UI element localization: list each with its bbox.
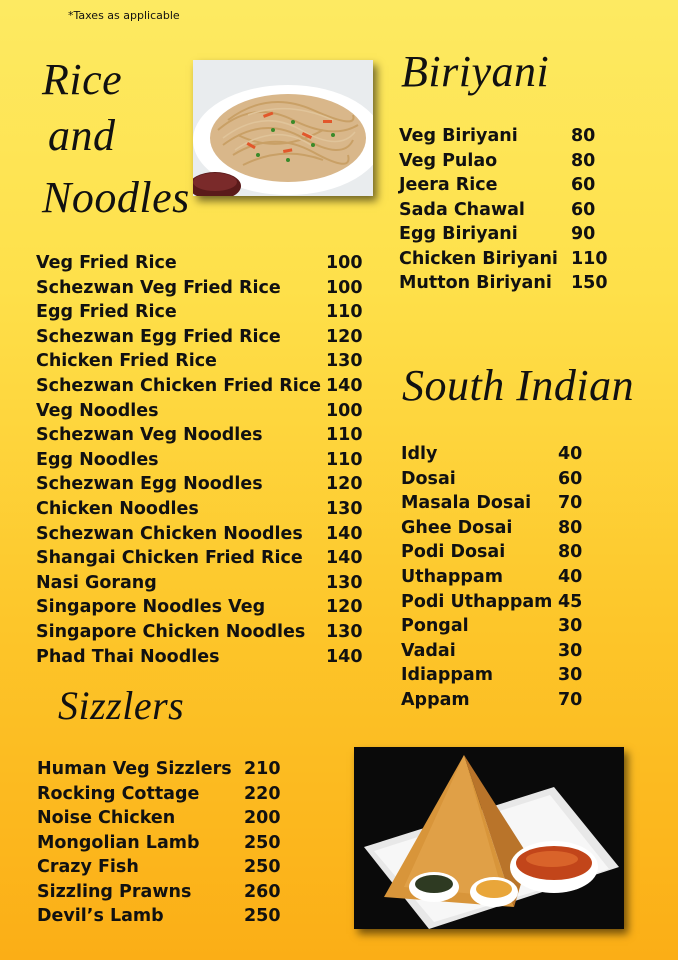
menu-item-name: Chicken Fried Rice [36,351,217,372]
menu-item-price: 60 [571,199,596,220]
menu-item-name: Shangai Chicken Fried Rice [36,548,303,569]
menu-item-name: Devil’s Lamb [37,906,164,926]
biriyani-heading: Biriyani [401,47,550,96]
menu-item-price: 250 [244,906,281,926]
menu-item-price: 80 [558,517,583,538]
noodles-photo [193,60,373,196]
dosa-image [354,747,624,929]
menu-item-name: Veg Fried Rice [36,253,177,273]
menu-item-price: 120 [326,597,363,618]
menu-item-price: 90 [571,224,596,244]
menu-item-name: Schezwan Egg Fried Rice [36,326,281,347]
menu-item-price: 200 [244,808,281,828]
menu-item-price: 140 [326,376,363,396]
menu-item-name: Podi Dosai [401,542,506,563]
menu-item-name: Mongolian Lamb [37,832,200,853]
dosa-photo [354,747,624,929]
menu-item-price: 100 [326,277,363,298]
menu-item-price: 100 [326,253,363,273]
menu-item-price: 110 [326,425,363,446]
menu-item-name: Appam [401,690,470,710]
noodles-image [193,60,373,196]
menu-item-name: Human Veg Sizzlers [37,759,232,779]
sizzlers-list [37,757,297,929]
menu-item-name: Schezwan Chicken Fried Rice [36,376,321,396]
menu-item-price: 140 [326,523,363,544]
rice-noodles-heading [42,55,190,222]
menu-item-name: Phad Thai Noodles [36,646,220,667]
menu-item-price: 80 [558,542,583,563]
menu-item-name: Schezwan Veg Noodles [36,425,263,446]
menu-item-price: 130 [326,572,363,593]
menu-item-name: Dosai [401,468,456,489]
menu-item-price: 60 [558,468,583,489]
menu-item-price: 150 [571,273,608,293]
menu-item-name: Crazy Fish [37,857,139,877]
menu-item-price: 120 [326,474,363,495]
menu-item-price: 30 [558,665,583,686]
rice-noodles-list [36,251,366,671]
menu-item-price: 40 [558,444,583,464]
menu-item-price: 140 [326,548,363,569]
menu-item-price: 110 [326,302,363,323]
menu-item-name: Jeera Rice [399,175,498,195]
menu-item-name: Pongal [401,616,469,637]
menu-item-name: Chicken Noodles [36,499,199,519]
south-indian-heading: South Indian [402,361,635,410]
menu-item-name: Veg Noodles [36,400,159,421]
menu-item-name: Rocking Cottage [37,783,200,804]
biriyani-list [399,124,619,296]
menu-item-name: Sada Chawal [399,199,525,220]
menu-item-price: 250 [244,857,281,877]
menu-item-price: 30 [558,640,583,661]
menu-item-price: 110 [326,449,363,470]
menu-item-price: 45 [558,591,583,612]
menu-item-name: Masala Dosai [401,493,532,514]
menu-item-price: 60 [571,175,596,195]
menu-item-price: 130 [326,351,363,372]
menu-item-name: Idiappam [401,665,493,686]
menu-item-price: 40 [558,567,583,587]
menu-item-name: Uthappam [401,567,503,587]
menu-item-name: Singapore Noodles Veg [36,597,266,618]
menu-item-price: 70 [558,690,583,710]
menu-item-price: 260 [244,881,281,902]
menu-item-name: Egg Biriyani [399,224,518,244]
menu-item-name: Singapore Chicken Noodles [36,622,306,642]
menu-item-name: Podi Uthappam [401,591,553,612]
menu-item-price: 30 [558,616,583,637]
menu-item-name: Mutton Biriyani [399,273,552,293]
noodles-heading-line: Noodles [42,173,190,222]
menu-item-name: Noise Chicken [37,808,176,828]
menu-item-name: Schezwan Chicken Noodles [36,523,303,544]
menu-item-price: 220 [244,783,281,804]
menu-item-name: Schezwan Egg Noodles [36,474,263,495]
menu-item-name: Idly [401,444,438,464]
rice-heading-line: Rice [42,55,123,104]
menu-item-price: 130 [326,499,363,519]
menu-item-name: Sizzling Prawns [37,881,192,902]
menu-item-price: 80 [571,126,596,146]
menu-item-name: Chicken Biriyani [399,248,558,269]
menu-item-price: 70 [558,493,583,514]
menu-item-name: Schezwan Veg Fried Rice [36,277,281,298]
menu-item-name: Egg Noodles [36,449,159,470]
menu-item-name: Egg Fried Rice [36,302,177,323]
menu-item-name: Veg Biriyani [399,126,518,146]
menu-item-price: 140 [326,646,363,667]
menu-item-price: 110 [571,248,608,269]
taxes-note: *Taxes as applicable [68,9,180,22]
sizzlers-heading: Sizzlers [58,683,185,728]
menu-item-name: Nasi Gorang [36,572,157,593]
menu-item-price: 80 [571,150,596,171]
menu-item-name: Ghee Dosai [401,517,513,538]
menu-item-name: Vadai [401,640,456,661]
menu-item-name: Veg Pulao [399,150,498,171]
menu-item-price: 130 [326,622,363,642]
menu-item-price: 210 [244,759,281,779]
menu-item-price: 250 [244,832,281,853]
menu-item-price: 120 [326,326,363,347]
menu-item-price: 100 [326,400,363,421]
south-indian-list [401,442,621,710]
and-heading-line: and [48,111,116,160]
